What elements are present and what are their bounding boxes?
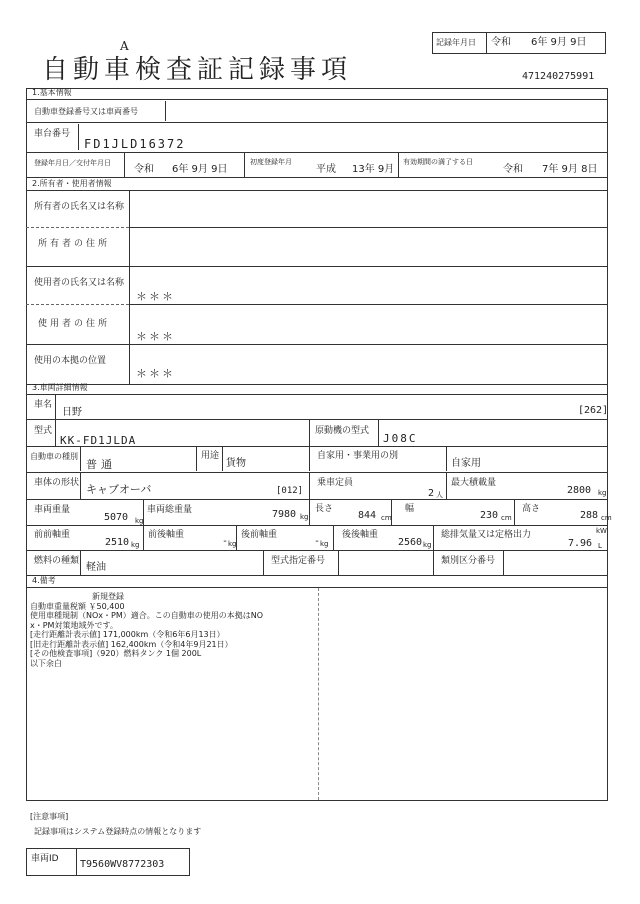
notes-heading: [注意事項] [30, 812, 69, 821]
owner-name-label: 所有者の氏名又は名称 [34, 202, 125, 212]
shape-code: [012] [276, 486, 304, 496]
capacity-unit: 人 [436, 491, 443, 499]
corner-mark: A [120, 39, 129, 53]
rear-front-axle-label: 後前軸重 [241, 530, 278, 540]
reg-no-label: 自動車登録番号又は車両番号 [34, 107, 138, 116]
kind-label: 自動車の種別 [30, 452, 78, 461]
front-front-axle-label: 前前軸重 [34, 530, 71, 540]
width-unit: cm [501, 514, 512, 522]
gross-value: 7980 [272, 509, 297, 520]
rear-rear-axle-value: 2560 [398, 537, 423, 548]
page-title: 自動車検査証記録事項 [42, 55, 353, 85]
expiry-label: 有効期間の満了する日 [403, 158, 473, 166]
maxload-label: 最大積載量 [451, 478, 497, 488]
user-name-value: ＊＊＊ [136, 290, 175, 303]
height-value: 288 [580, 510, 599, 521]
remarks-line: 新規登録 [92, 592, 124, 601]
user-address-value: ＊＊＊ [136, 330, 175, 343]
engine-label: 原動機の型式 [315, 426, 370, 436]
use-value: 貨物 [226, 458, 246, 469]
kind-value: 普通 [86, 458, 116, 471]
document-number: 471240275991 [522, 71, 595, 82]
capacity-value: 2 [428, 488, 435, 499]
model-label: 型式 [34, 426, 53, 436]
width-value: 230 [480, 510, 499, 521]
chassis-value: FD1JLD16372 [84, 137, 186, 151]
first-reg-value: 13年 9月 [352, 164, 395, 175]
length-unit: cm [381, 514, 392, 522]
maker-code: [262] [578, 405, 609, 416]
rear-rear-axle-unit: kg [423, 541, 432, 549]
user-address-label: 使用者の住所 [38, 319, 111, 329]
user-name-label: 使用者の氏名又は名称 [34, 278, 125, 288]
width-label: 幅 [405, 504, 415, 514]
first-reg-era: 平成 [316, 164, 336, 175]
weight-label: 車両重量 [34, 505, 71, 515]
engine-value: J08C [383, 432, 418, 445]
record-date-value: 6年 9月 9日 [531, 37, 587, 48]
rear-rear-axle-label: 後後軸重 [342, 530, 379, 540]
displacement-label: 総排気量又は定格出力 [441, 530, 532, 540]
maxload-value: 2800 [567, 485, 592, 496]
fuel-value: 軽油 [86, 562, 106, 573]
length-label: 長さ [315, 504, 334, 514]
remarks-line: x・PM対策地域外です。 [30, 620, 118, 630]
remarks-line: 以下余白 [30, 658, 62, 668]
front-front-axle-unit: kg [131, 541, 140, 549]
front-rear-axle-value: - [222, 536, 229, 547]
length-value: 844 [358, 510, 377, 521]
remarks-line: [旧走行距離計表示値] 162,400km（令和4年9月21日） [30, 639, 233, 649]
height-unit: cm [601, 514, 612, 522]
reg-date-label: 登録年月日／交付年月日 [34, 159, 111, 167]
shape-label: 車体の形状 [34, 478, 80, 488]
designation-label: 型式指定番号 [271, 556, 326, 566]
capacity-label: 乗車定員 [317, 478, 354, 488]
front-front-axle-value: 2510 [105, 537, 130, 548]
reg-date-value: 6年 9月 9日 [172, 164, 228, 175]
remarks-line: [走行距離計表示値] 171,000km（令和6年6月13日） [30, 630, 225, 639]
expiry-era: 令和 [503, 164, 523, 175]
section3-heading: 3.車両詳細情報 [32, 383, 88, 392]
maker-value: 日野 [62, 407, 82, 418]
remarks-line: 自動車重量税額 ￥50,400 [30, 601, 125, 611]
displacement-kw-unit: kW [596, 527, 607, 535]
maker-label: 車名 [34, 400, 53, 410]
gross-unit: kg [300, 513, 309, 521]
notes-text: 記録事項はシステム登録時点の情報となります [34, 827, 202, 836]
vehicle-id-value: T9560WV8772303 [80, 859, 165, 870]
remarks-list [30, 592, 315, 668]
vehicle-id-label: 車両ID [31, 854, 59, 864]
section1-heading: 1.基本情報 [32, 88, 72, 97]
maxload-unit: kg [598, 489, 607, 497]
weight-unit: kg [135, 517, 144, 525]
reg-date-era: 令和 [134, 164, 154, 175]
rear-front-axle-unit: kg [320, 540, 329, 548]
section2-heading: 2.所有者・使用者情報 [32, 179, 112, 188]
expiry-value: 7年 9月 8日 [542, 164, 598, 175]
front-rear-axle-label: 前後軸重 [148, 530, 185, 540]
category-label: 類別区分番号 [441, 556, 496, 566]
use-label: 用途 [201, 451, 220, 461]
displacement-value: 7.96 [568, 538, 593, 549]
owner-address-label: 所有者の住所 [38, 239, 111, 249]
front-rear-axle-unit: kg [228, 540, 237, 548]
business-label: 自家用・事業用の別 [317, 451, 399, 461]
shape-value: キャブオーバ [86, 483, 152, 496]
section4-heading: 4.備考 [32, 576, 56, 585]
record-date-era: 令和 [491, 37, 511, 48]
business-value: 自家用 [451, 458, 481, 469]
remarks-line: [その他検査事項]（920）燃料タンク 1個 200L [30, 649, 202, 658]
base-location-label: 使用の本拠の位置 [34, 356, 107, 366]
fuel-label: 燃料の種類 [34, 556, 80, 566]
rear-front-axle-value: - [314, 536, 321, 547]
weight-value: 5070 [104, 512, 129, 523]
base-location-value: ＊＊＊ [136, 367, 175, 380]
first-reg-label: 初度登録年月 [250, 158, 292, 166]
record-date-label: 記録年月日 [436, 38, 476, 47]
chassis-label: 車台番号 [34, 129, 71, 139]
displacement-l-unit: L [598, 542, 602, 550]
model-value: KK-FD1JLDA [60, 434, 137, 447]
remarks-line: 使用車種規制（NOx・PM）適合。この自動車の使用の本拠はNO [30, 611, 264, 620]
height-label: 高さ [522, 504, 541, 514]
gross-label: 車両総重量 [147, 505, 193, 515]
